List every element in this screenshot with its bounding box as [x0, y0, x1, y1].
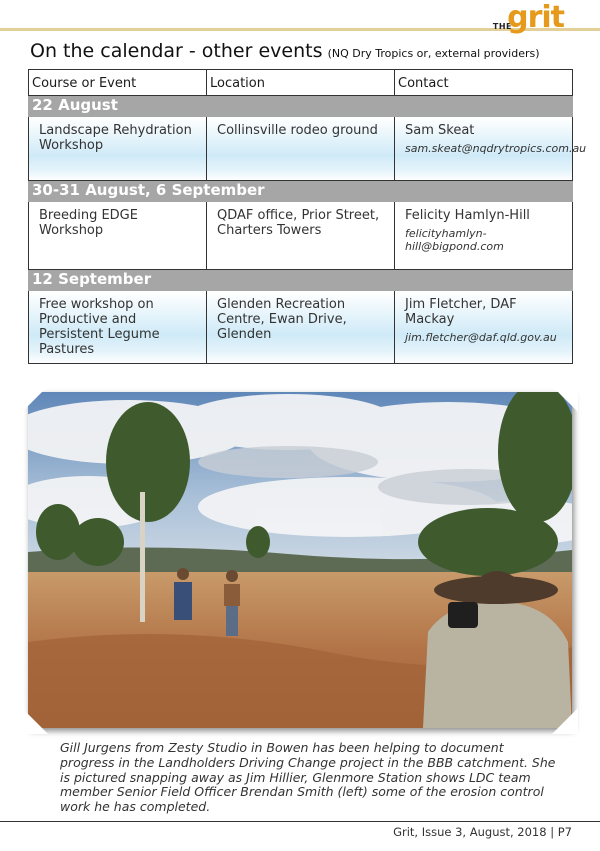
location-cell: Collinsville rodeo ground — [207, 117, 395, 181]
event-cell: Free workshop on Productive and Persistent Legume Pastures — [29, 291, 207, 364]
photo-caption: Gill Jurgens from Zesty Studio in Bowen has been helping to document progress in the Landholders Driving Change project in the BBB catchment. She is pictured snapping away as Jim Hillier, Glenmore Station shows LDC team member Senior Field Officer Brendan Smith (left) some of the erosion control work he has completed. — [60, 740, 556, 815]
date-row — [29, 270, 573, 291]
page-footer: Grit, Issue 3, August, 2018 | P7 — [393, 825, 572, 839]
page-subtitle: (NQ Dry Tropics or, external providers) — [327, 47, 540, 60]
contact-cell — [395, 202, 573, 270]
field-photo — [28, 392, 572, 728]
contact-name: Felicity Hamlyn-Hill — [405, 208, 530, 223]
field-photo-illustration — [28, 392, 572, 728]
date-label: 22 August — [29, 96, 573, 117]
date-row — [29, 181, 573, 202]
photo-corner-bottom-left — [22, 708, 48, 734]
column-header-event: Course or Event — [29, 70, 207, 96]
contact-email: felicityhamlyn-hill@bigpond.com — [405, 227, 504, 253]
photo-frame — [22, 386, 578, 734]
column-header-contact: Contact — [395, 70, 573, 96]
contact-cell — [395, 117, 587, 181]
location-cell: QDAF office, Prior Street, Charters Towers — [207, 202, 395, 270]
logo-word: grit — [507, 0, 564, 35]
location-cell: Glenden Recreation Centre, Ewan Drive, Glenden — [207, 291, 395, 364]
table-row — [29, 117, 573, 181]
page-heading — [30, 40, 540, 62]
event-cell: Landscape Rehydration Workshop — [29, 117, 207, 181]
contact-name: Jim Fletcher, DAF Mackay — [405, 297, 517, 327]
photo-corner-bottom-right — [552, 708, 578, 734]
contact-name: Sam Skeat — [405, 123, 475, 138]
events-table — [28, 69, 587, 364]
contact-email: jim.fletcher@daf.qld.gov.au — [405, 331, 557, 344]
event-cell: Breeding EDGE Workshop — [29, 202, 207, 270]
photo-corner-top-right — [552, 386, 578, 412]
date-row — [29, 96, 573, 117]
contact-email: sam.skeat@nqdrytropics.com.au — [405, 142, 587, 155]
photo-corner-top-left — [22, 386, 48, 412]
column-header-location: Location — [207, 70, 395, 96]
table-header-row — [29, 70, 573, 96]
date-label: 30-31 August, 6 September — [29, 181, 573, 202]
page-title: On the calendar - other events — [30, 40, 323, 62]
table-row — [29, 202, 573, 270]
table-row — [29, 291, 573, 364]
contact-cell — [395, 291, 573, 364]
logo-prefix: THE — [492, 22, 512, 31]
date-label: 12 September — [29, 270, 573, 291]
footer-rule — [0, 821, 600, 822]
